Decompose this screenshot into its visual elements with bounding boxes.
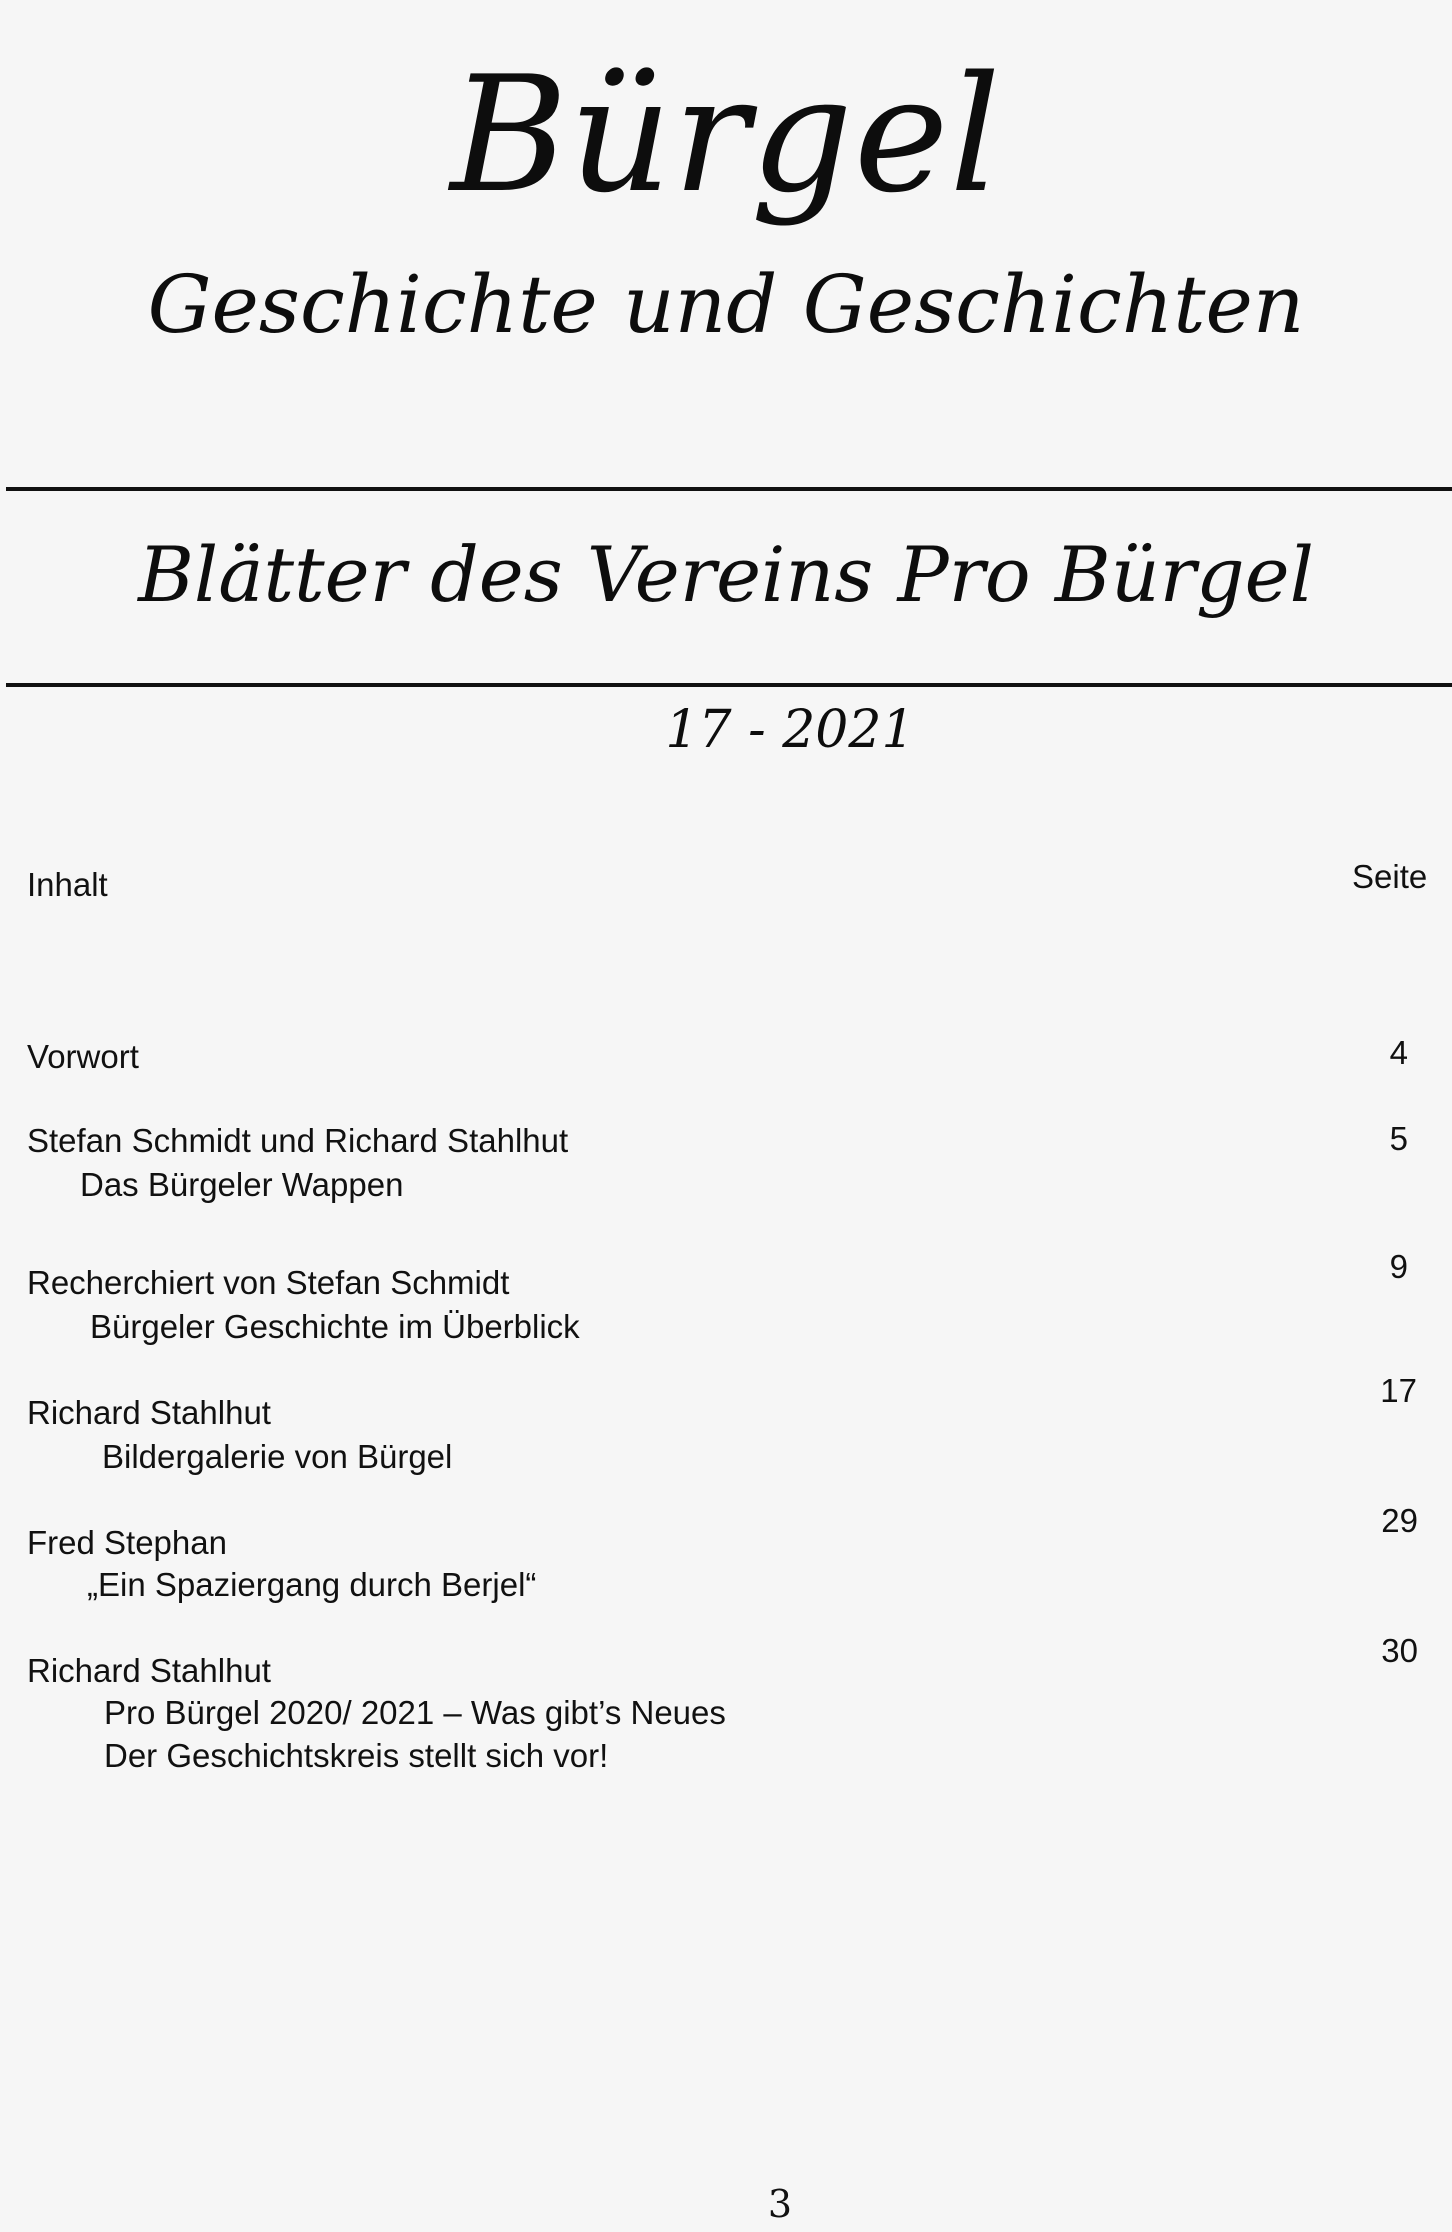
publication-subtitle: Geschichte und Geschichten [147,258,1305,351]
page-number: 3 [767,2182,793,2226]
toc-entry-author: Recherchiert von Stefan Schmidt [27,1264,510,1301]
toc-entry-page: 30 [1381,1632,1418,1669]
toc-heading: Inhalt [27,866,108,903]
toc-entry-page: 5 [1389,1120,1408,1157]
toc-entry-title: Das Bürgeler Wappen [80,1166,404,1203]
toc-entry-page: 17 [1380,1372,1417,1409]
toc-entry-author: Vorwort [27,1038,139,1075]
toc-page-heading: Seite [1352,858,1428,895]
toc-entry-page: 4 [1389,1034,1408,1071]
bottom-divider [6,683,1452,687]
toc-entry-title: Bürgeler Geschichte im Überblick [90,1308,580,1345]
toc-entry-author: Richard Stahlhut [27,1652,271,1689]
toc-entry-title: Bildergalerie von Bürgel [102,1438,453,1475]
toc-entry-title: „Ein Spaziergang durch Berjel“ [87,1566,537,1603]
toc-entry-author: Stefan Schmidt und Richard Stahlhut [27,1122,569,1159]
toc-entry-author: Fred Stephan [27,1524,227,1561]
series-title: Blätter des Vereins Pro Bürgel [138,530,1314,619]
toc-entry-author: Richard Stahlhut [27,1394,271,1431]
toc-entry-title-line2: Der Geschichtskreis stellt sich vor! [104,1737,609,1774]
toc-entry-title: Pro Bürgel 2020/ 2021 – Was gibt’s Neues [104,1694,726,1731]
issue-number: 17 - 2021 [665,700,915,760]
toc-entry-page: 9 [1389,1248,1408,1285]
toc-entry-page: 29 [1381,1502,1418,1539]
publication-title: Bürgel [450,41,1002,228]
top-divider [6,487,1452,491]
